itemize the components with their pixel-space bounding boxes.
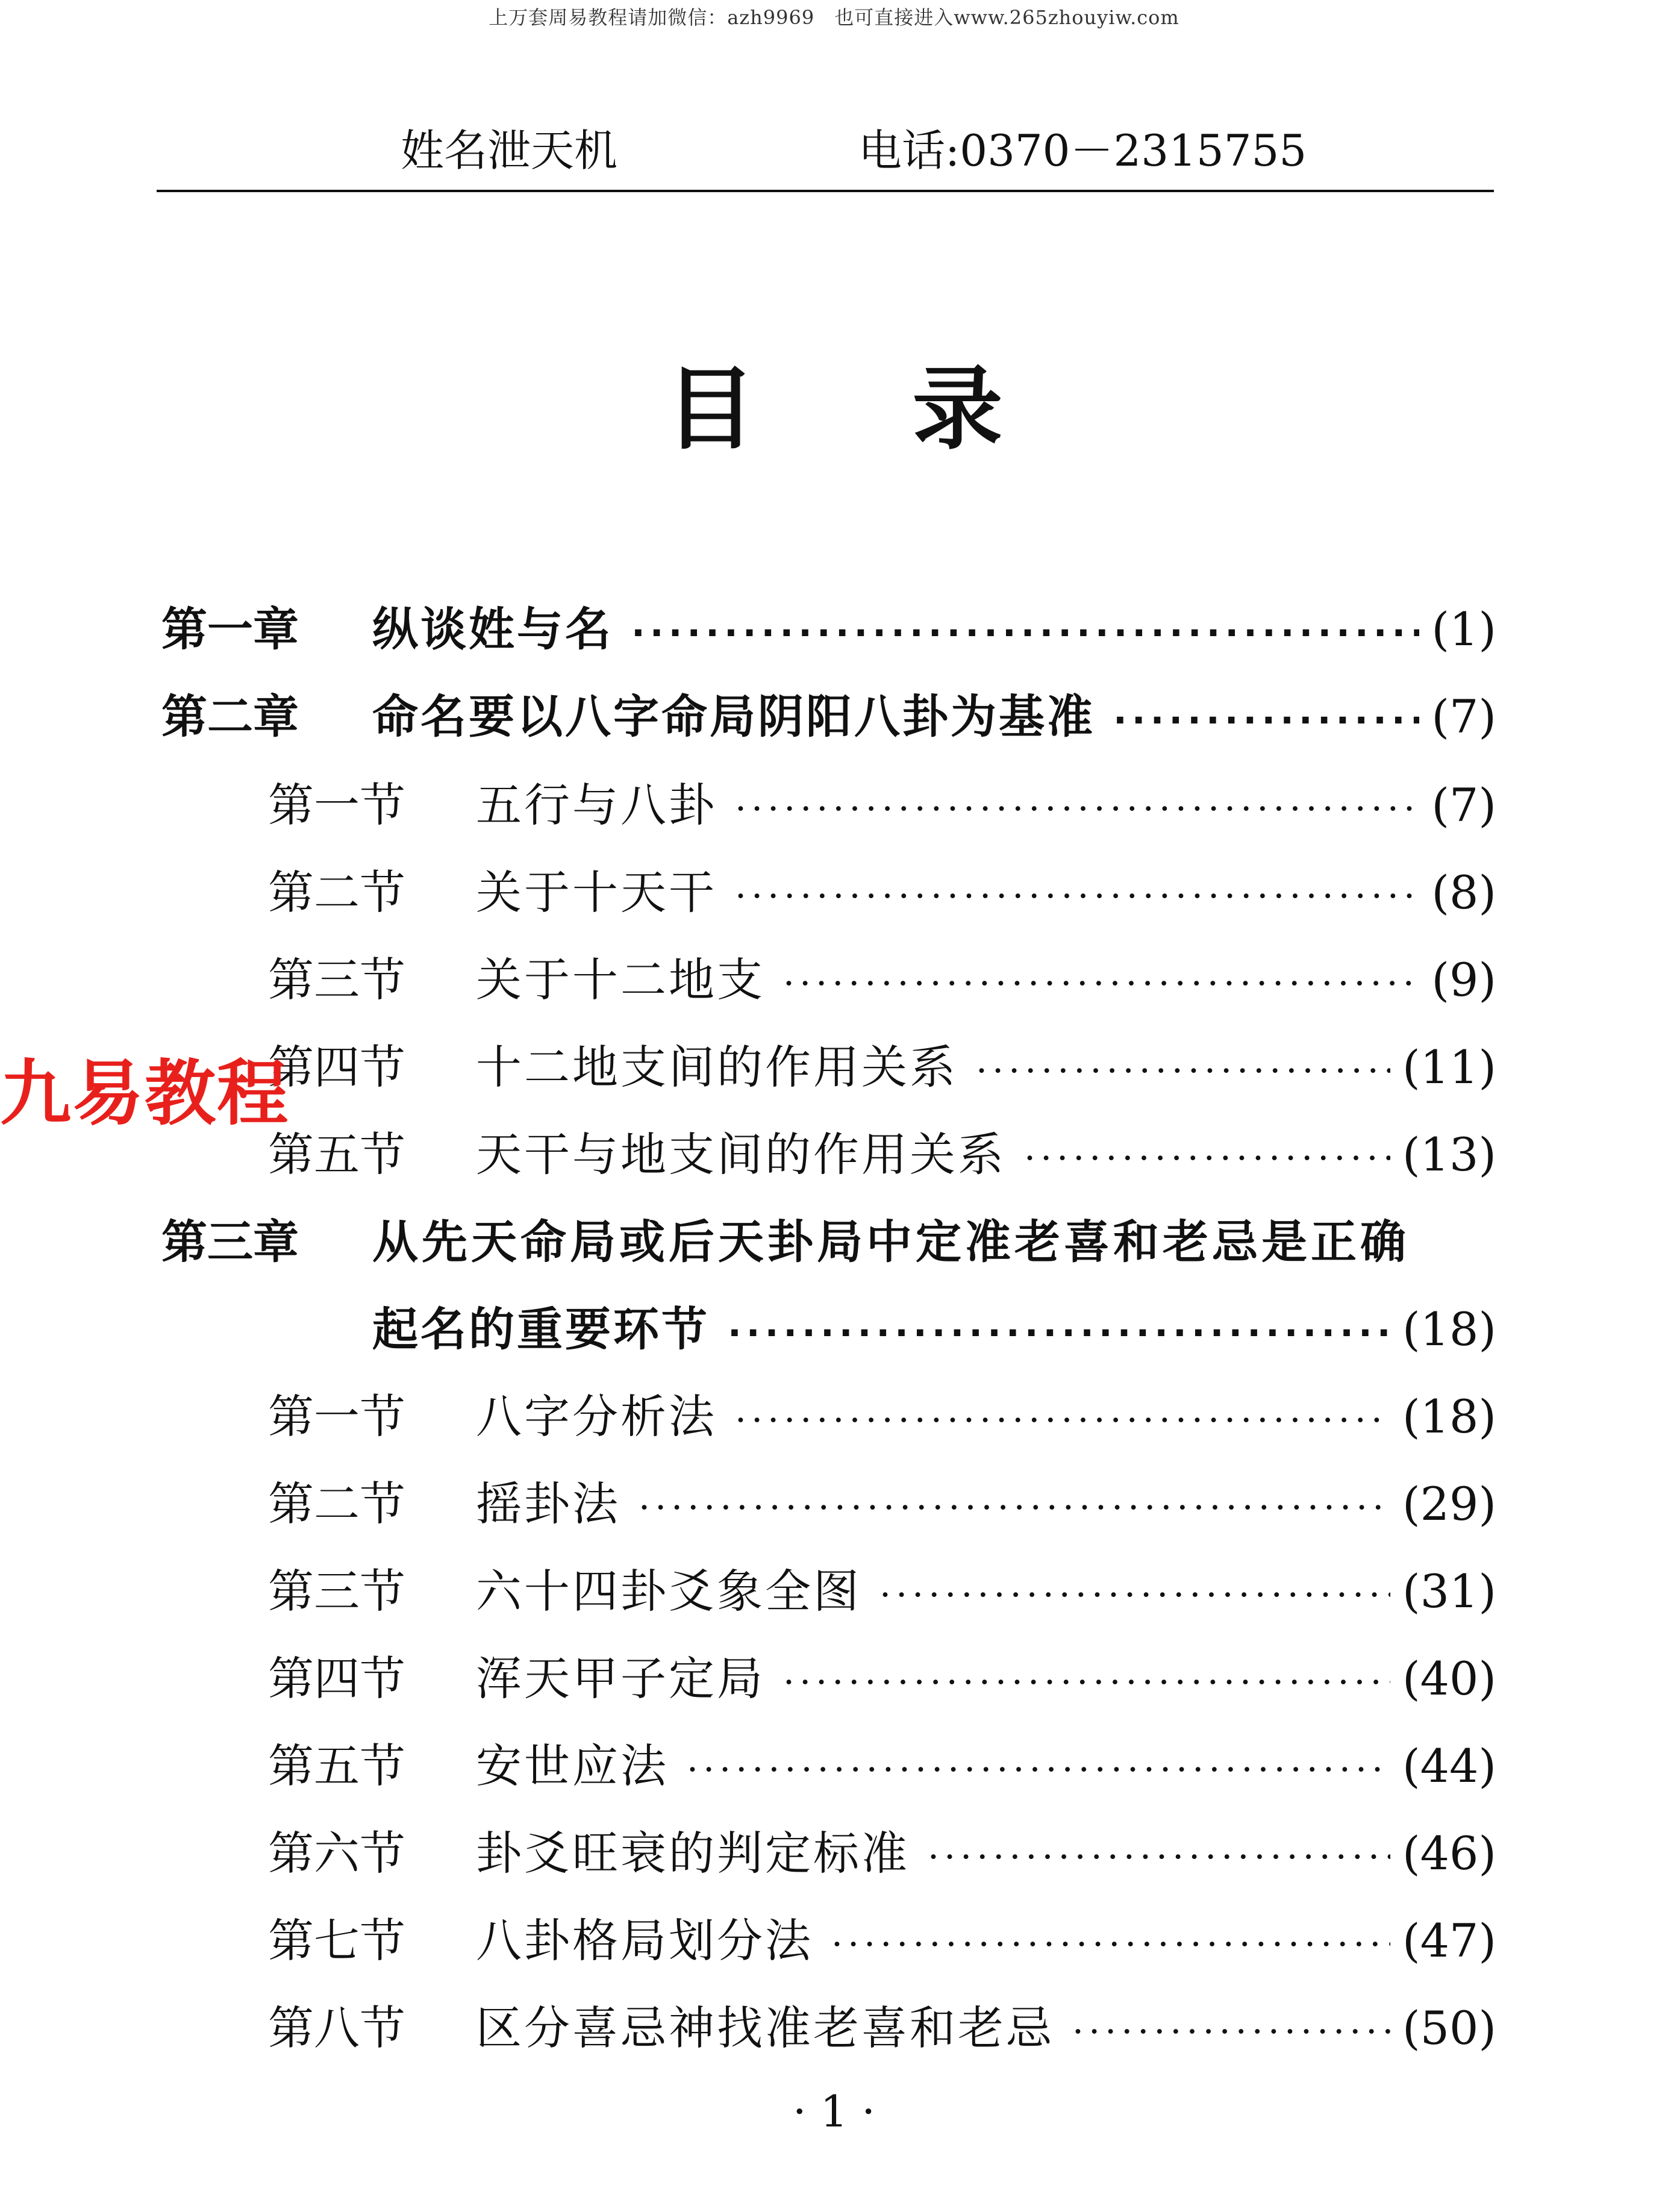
entry-number: 第五节	[268, 1739, 405, 1793]
toc-entry-section	[268, 1736, 1496, 1800]
entry-number: 第二章	[161, 690, 299, 743]
entry-page: (44)	[1402, 1739, 1496, 1793]
phone-number: 电话:0370－2315755	[858, 125, 1307, 176]
entry-number: 第二节	[268, 866, 405, 919]
entry-label: 八字分析法	[476, 1390, 717, 1443]
entry-page: (47)	[1402, 1914, 1496, 1967]
toc-entry-section	[268, 1998, 1496, 2062]
entry-page: (31)	[1402, 1564, 1496, 1618]
dot-leader	[928, 1827, 1390, 1887]
entry-page: (29)	[1402, 1477, 1496, 1531]
toc-entry-section	[268, 1387, 1496, 1451]
entry-page: (13)	[1402, 1128, 1496, 1181]
dot-leader	[1072, 2002, 1390, 2062]
page-number: · 1 ·	[792, 2086, 876, 2137]
entry-page: (11)	[1402, 1040, 1496, 1094]
toc-entry-chapter-3	[161, 1212, 1496, 1272]
entry-number: 第一章	[161, 602, 299, 656]
entry-number: 第五节	[268, 1128, 405, 1181]
entry-page: (40)	[1402, 1652, 1496, 1705]
entry-page: (7)	[1431, 690, 1496, 743]
entry-number: 第一节	[268, 1390, 405, 1443]
brand-logo: 九易教程	[0, 1052, 290, 1135]
toc-entry-chapter-1	[161, 599, 1496, 663]
dot-leader	[687, 1740, 1390, 1800]
entry-label: 浑天甲子定局	[476, 1652, 765, 1705]
entry-page: (1)	[1431, 602, 1496, 656]
toc-entry-section	[268, 1125, 1496, 1189]
toc-entry-chapter-2	[161, 687, 1496, 751]
entry-label: 命名要以八字命局阴阳八卦为基准	[372, 690, 1095, 743]
toc-entry-section	[268, 1037, 1496, 1101]
book-title: 姓名泄天机	[401, 125, 618, 176]
entry-number: 第六节	[268, 1826, 405, 1880]
entry-number: 第八节	[268, 2001, 405, 2055]
entry-label: 关于十天干	[476, 866, 717, 919]
dot-leader	[783, 954, 1419, 1014]
entry-label: 十二地支间的作用关系	[476, 1040, 958, 1094]
entry-number: 第二节	[268, 1477, 405, 1531]
entry-label: 纵谈姓与名	[372, 602, 613, 656]
entry-label: 摇卦法	[476, 1477, 620, 1531]
entry-label: 从先天命局或后天卦局中定准老喜和老忌是正确	[372, 1215, 1410, 1269]
watermark-banner: 上万套周易教程请加微信：azh9969 也可直接进入www.265zhouyiw.com	[489, 6, 1179, 29]
toc-entry-chapter-3-continued	[372, 1299, 1496, 1363]
entry-label: 六十四卦爻象全图	[476, 1564, 861, 1618]
dot-leader	[783, 1652, 1390, 1713]
entry-label: 八卦格局划分法	[476, 1914, 813, 1967]
dot-leader	[976, 1041, 1390, 1101]
entry-label: 关于十二地支	[476, 953, 765, 1007]
entry-page: (7)	[1431, 778, 1496, 832]
entry-number: 第三节	[268, 953, 405, 1007]
entry-number: 第三章	[161, 1215, 299, 1269]
toc-entry-section	[268, 950, 1496, 1014]
dot-leader	[879, 1565, 1390, 1625]
entry-label: 天干与地支间的作用关系	[476, 1128, 1006, 1181]
dot-leader	[1113, 690, 1419, 751]
toc-entry-section	[268, 1823, 1496, 1887]
entry-number: 第三节	[268, 1564, 405, 1618]
entry-number: 第一节	[268, 778, 405, 832]
entry-label: 安世应法	[476, 1739, 669, 1793]
toc-entry-section	[268, 1649, 1496, 1713]
entry-page: (50)	[1402, 2001, 1496, 2055]
dot-leader	[735, 866, 1419, 926]
entry-label: 卦爻旺衰的判定标准	[476, 1826, 910, 1880]
entry-page: (18)	[1402, 1302, 1496, 1356]
toc-entry-section	[268, 1561, 1496, 1625]
entry-label: 起名的重要环节	[372, 1302, 710, 1356]
toc-heading: 目录	[665, 357, 1160, 462]
entry-label: 区分喜忌神找准老喜和老忌	[476, 2001, 1054, 2055]
entry-number: 第四节	[268, 1040, 405, 1094]
dot-leader	[728, 1303, 1390, 1363]
dot-leader	[1024, 1128, 1390, 1189]
dot-leader	[831, 1914, 1390, 1975]
entry-number: 第四节	[268, 1652, 405, 1705]
dot-leader	[631, 603, 1419, 663]
entry-page: (46)	[1402, 1826, 1496, 1880]
dot-leader	[639, 1478, 1390, 1538]
dot-leader	[735, 779, 1419, 839]
entry-number: 第七节	[268, 1914, 405, 1967]
entry-page: (18)	[1402, 1390, 1496, 1443]
toc-entry-section	[268, 1474, 1496, 1538]
toc-entry-section	[268, 1911, 1496, 1975]
dot-leader	[735, 1390, 1390, 1451]
entry-page: (9)	[1431, 953, 1496, 1007]
entry-label: 五行与八卦	[476, 778, 717, 832]
toc-entry-section	[268, 775, 1496, 839]
entry-page: (8)	[1431, 866, 1496, 919]
toc-entry-section	[268, 863, 1496, 926]
